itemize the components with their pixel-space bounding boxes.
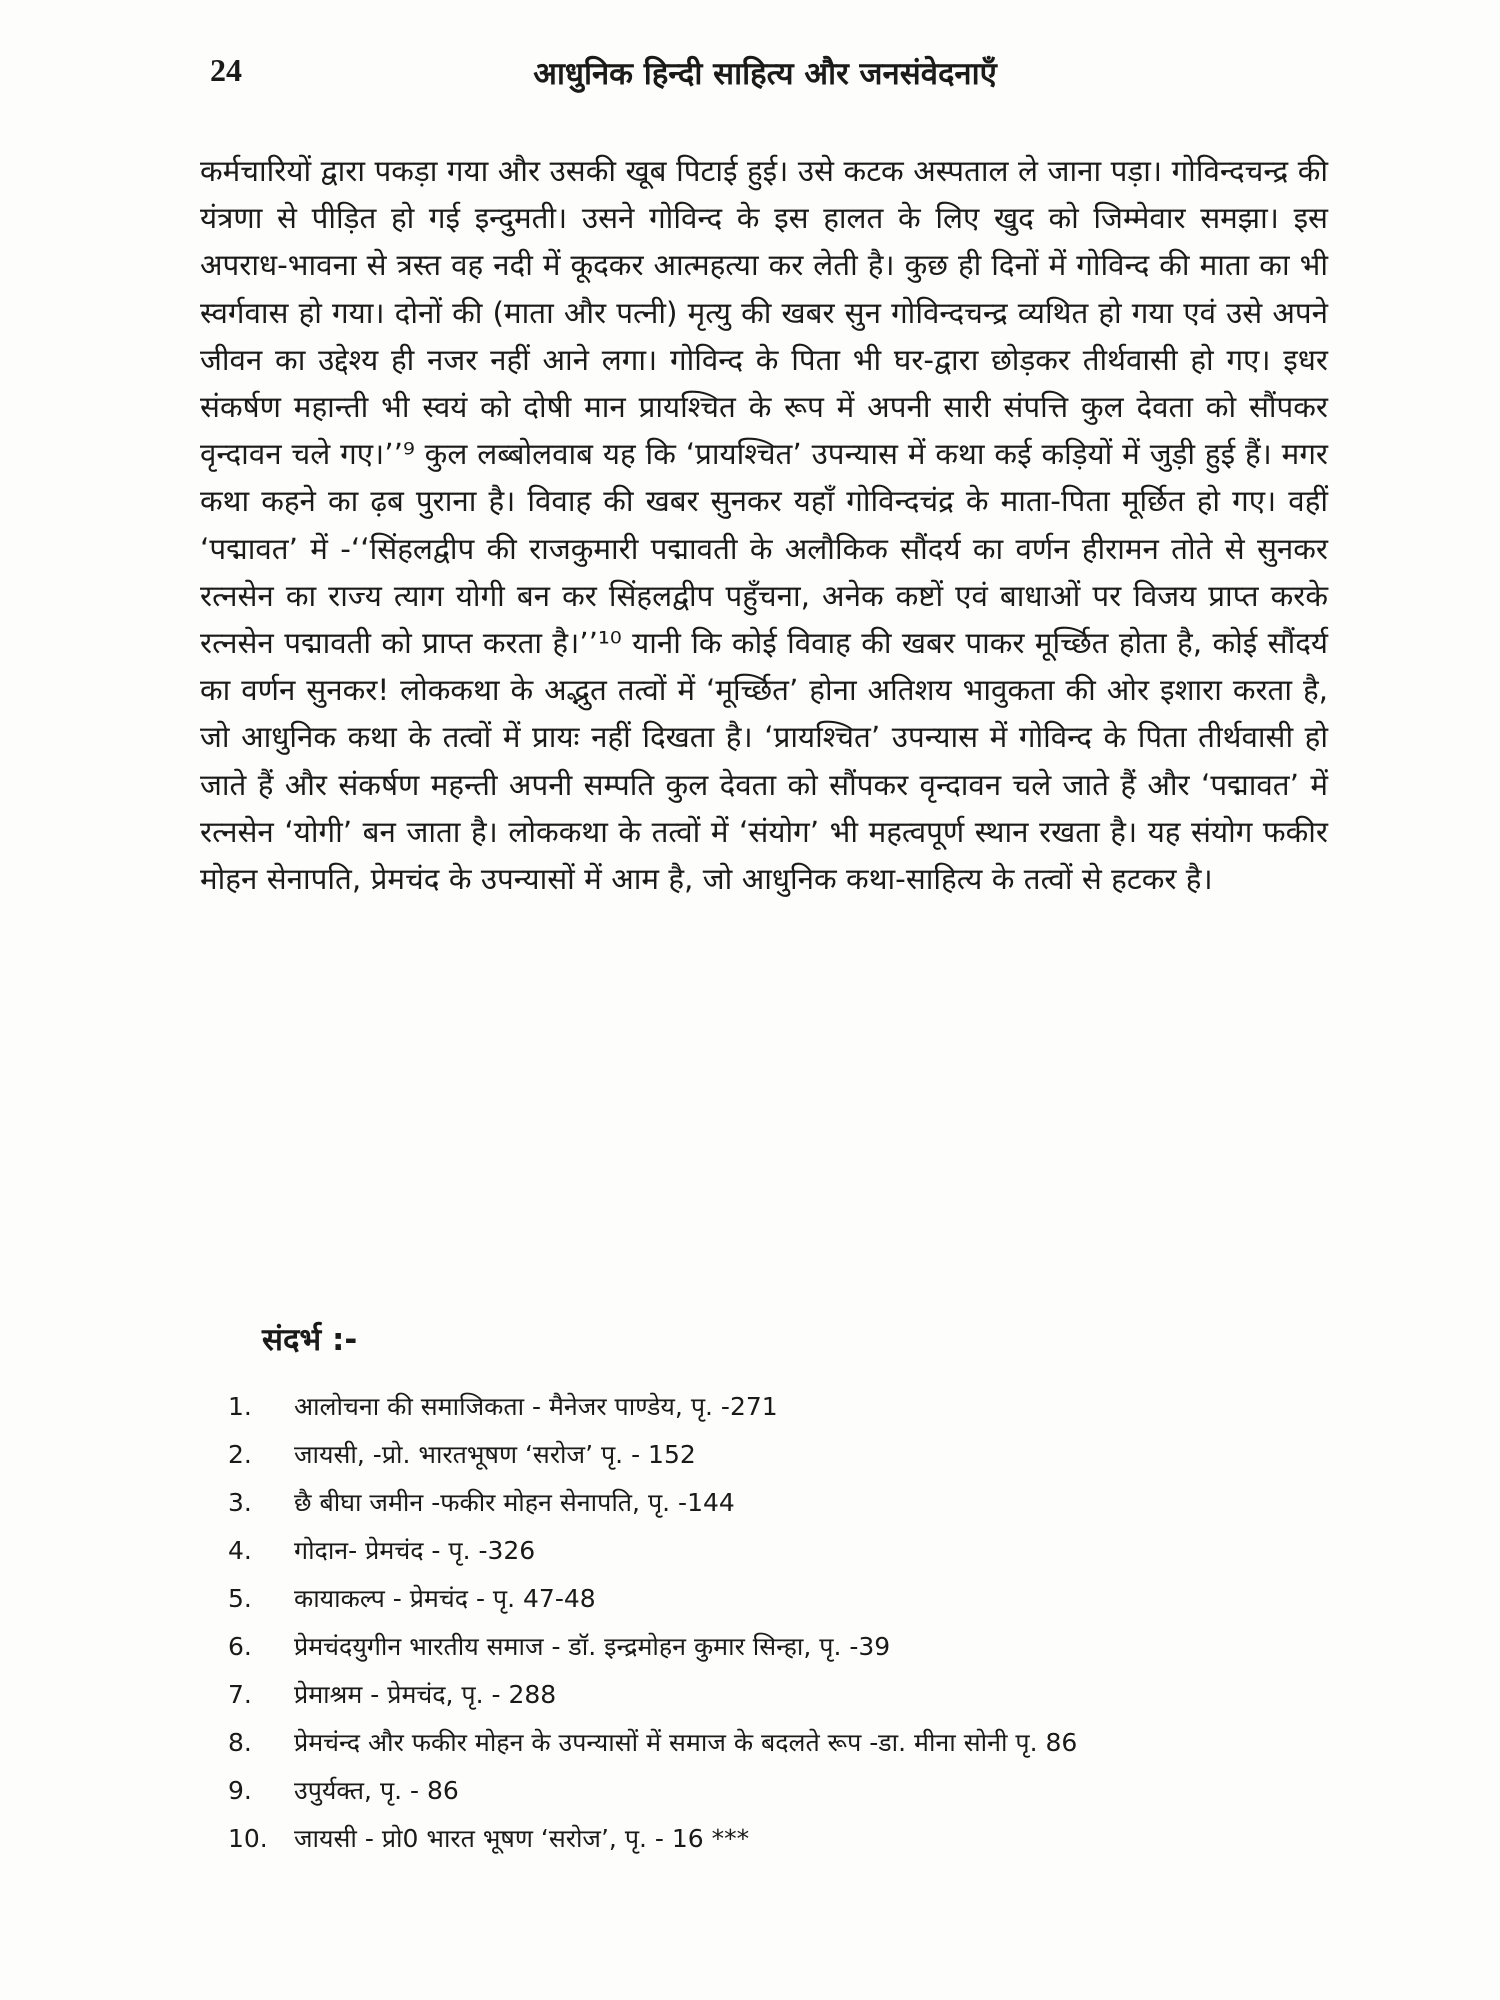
page-header: [210, 52, 1320, 112]
reference-number: 2.: [228, 1440, 252, 1469]
reference-number: 7.: [228, 1680, 252, 1709]
references-list: [228, 1384, 1328, 1864]
reference-number: 3.: [228, 1488, 252, 1517]
reference-number: 10.: [228, 1824, 268, 1853]
reference-text: प्रेमचंदयुगीन भारतीय समाज - डॉ. इन्द्रमोहन कुमार सिन्हा, पृ. -39: [294, 1632, 891, 1661]
reference-item: [228, 1432, 1328, 1478]
reference-item: [228, 1720, 1328, 1766]
reference-number: 6.: [228, 1632, 252, 1661]
reference-item: [228, 1816, 1328, 1862]
reference-item: [228, 1384, 1328, 1430]
reference-number: 4.: [228, 1536, 252, 1565]
reference-text: कायाकल्प - प्रेमचंद - पृ. 47-48: [294, 1584, 596, 1613]
reference-item: [228, 1480, 1328, 1526]
reference-item: [228, 1672, 1328, 1718]
page-number: 24: [210, 52, 242, 88]
reference-item: [228, 1576, 1328, 1622]
references-heading: संदर्भ :-: [262, 1322, 358, 1358]
reference-text: प्रेमचंन्द और फकीर मोहन के उपन्यासों में समाज के बदलते रूप -डा. मीना सोनी पृ. 86: [294, 1728, 1078, 1757]
reference-text: गोदान- प्रेमचंद - पृ. -326: [294, 1536, 536, 1565]
reference-item: [228, 1528, 1328, 1574]
reference-text: जायसी, -प्रो. भारतभूषण ‘सरोज’ पृ. - 152: [294, 1440, 696, 1469]
running-title: आधुनिक हिन्दी साहित्य और जनसंवेदनाएँ: [533, 56, 997, 92]
reference-number: 9.: [228, 1776, 252, 1805]
reference-text: प्रेमाश्रम - प्रेमचंद, पृ. - 288: [294, 1680, 557, 1709]
reference-item: [228, 1624, 1328, 1670]
reference-text: उपुर्यक्त, पृ. - 86: [294, 1776, 459, 1805]
reference-number: 8.: [228, 1728, 252, 1757]
reference-text: जायसी - प्रो0 भारत भूषण ‘सरोज’, पृ. - 16 ***: [294, 1824, 750, 1853]
reference-number: 1.: [228, 1392, 252, 1421]
reference-number: 5.: [228, 1584, 252, 1613]
body-paragraph: कर्मचारियों द्वारा पकड़ा गया और उसकी खूब पिटाई हुई। उसे कटक अस्पताल ले जाना पड़ा। गोविन्दचन्द्र की यंत्रणा से पीड़ित हो गई इन्दुमती। उसने गोविन्द के इस हालत के लिए खुद को जिम्मेवार समझा। इस अपराध-भावना से त्रस्त वह नदी में कूदकर आत्महत्या कर लेती है। कुछ ही दिनों में गोविन्द की माता का भी स्वर्गवास हो गया। दोनों की (माता और पत्नी) मृत्यु की खबर सुन गोविन्दचन्द्र व्यथित हो गया एवं उसे अपने जीवन का उद्देश्य ही नजर नहीं आने लगा। गोविन्द के पिता भी घर-द्वारा छोड़कर तीर्थवासी हो गए। इधर संकर्षण महान्ती भी स्वयं को दोषी मान प्रायश्चित के रूप में अपनी सारी संपत्ति कुल देवता को सौंपकर वृन्दावन चले गए।’’⁹ कुल लब्बोलवाब यह कि ‘प्रायश्चित’ उपन्यास में कथा कई कड़ियों में जुड़ी हुई हैं। मगर कथा कहने का ढ़ब पुराना है। विवाह की खबर सुनकर यहाँ गोविन्दचंद्र के माता-पिता मूर्छित हो गए। वहीं ‘पद्मावत’ में -‘‘सिंहलद्वीप की राजकुमारी पद्मावती के अलौकिक सौंदर्य का वर्णन हीरामन तोते से सुनकर रत्नसेन का राज्य त्याग योगी बन कर सिंहलद्वीप पहुँचना, अनेक कष्टों एवं बाधाओं पर विजय प्राप्त करके रत्नसेन पद्मावती को प्राप्त करता है।’’¹⁰ यानी कि कोई विवाह की खबर पाकर मूर्च्छित होता है, कोई सौंदर्य का वर्णन सुनकर! लोककथा के अद्भुत तत्वों में ‘मूर्च्छित’ होना अतिशय भावुकता की ओर इशारा करता है, जो आधुनिक कथा के तत्वों में प्रायः नहीं दिखता है। ‘प्रायश्चित’ उपन्यास में गोविन्द के पिता तीर्थवासी हो जाते हैं और संकर्षण महन्ती अपनी सम्पति कुल देवता को सौंपकर वृन्दावन चले जाते हैं और ‘पद्मावत’ में रत्नसेन ‘योगी’ बन जाता है। लोककथा के तत्वों में ‘संयोग’ भी महत्वपूर्ण स्थान रखता है। यह संयोग फकीर मोहन सेनापति, प्रेमचंद के उपन्यासों में आम है, जो आधुनिक कथा-साहित्य के तत्वों से हटकर है।: [200, 154, 1328, 897]
reference-text: छै बीघा जमीन -फकीर मोहन सेनापति, पृ. -144: [294, 1488, 735, 1517]
reference-item: [228, 1768, 1328, 1814]
reference-text: आलोचना की समाजिकता - मैनेजर पाण्डेय, पृ. -271: [294, 1392, 778, 1421]
